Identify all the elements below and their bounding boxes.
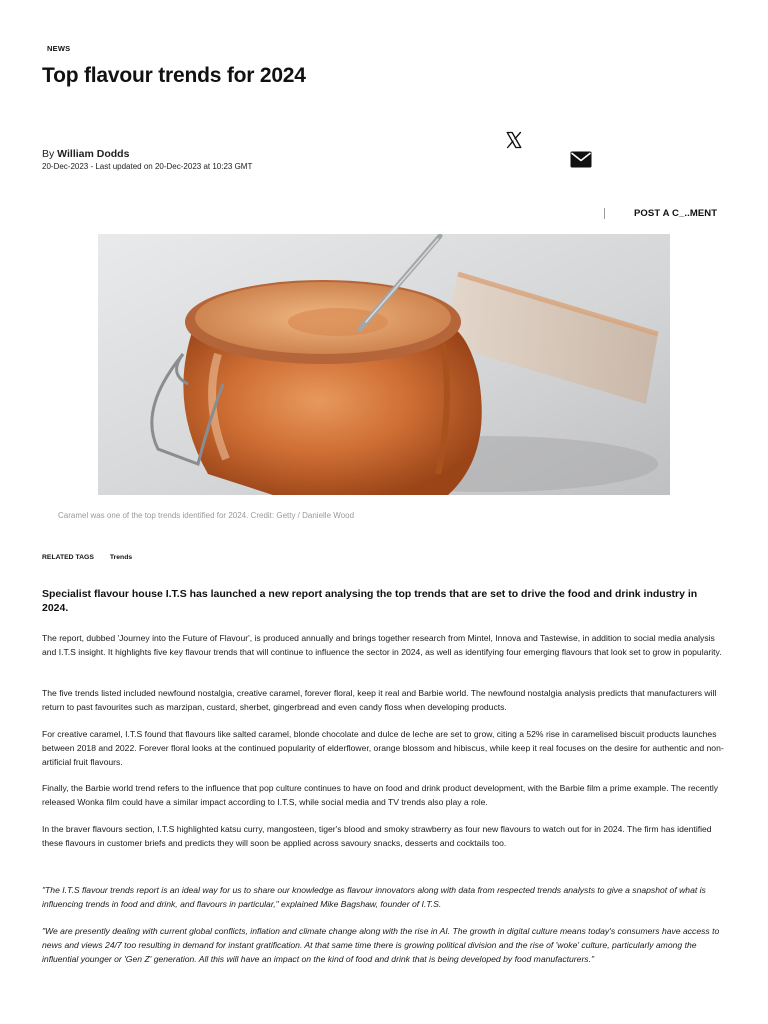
related-tags-label: RELATED TAGS xyxy=(42,554,94,561)
article-kicker[interactable]: NEWS xyxy=(47,44,71,53)
article-paragraph: Finally, the Barbie world trend refers to the influence that pop culture continues to have on food and drink product development, with the Barbie film a prime example. The recently released Wonka film could have a similar impact according to I.T.S, while social media and TV trends also play a role. xyxy=(42,783,719,807)
byline-prefix: By xyxy=(42,148,58,160)
article-paragraph: The five trends listed included newfound nostalgia, creative caramel, forever floral, keep it real and Barbie world. The newfound nostalgia analysis predicts that manufacturers will return to past favourites such as marzipan, custard, sherbet, gingerbread and even candy floss when developing products. xyxy=(42,688,717,712)
related-tags xyxy=(42,554,132,561)
article-lead: Specialist flavour house I.T.S has launched a new report analysing the top trends that are set to drive the food and drink industry in 2024. xyxy=(42,588,698,614)
image-caption: Caramel was one of the top trends identified for 2024. Credit: Getty / Danielle Wood xyxy=(58,511,355,520)
article-paragraph: The report, dubbed 'Journey into the Future of Flavour', is produced annually and brings together research from Mintel, Innova and Tastewise, in addition to social media analysis and I.T.S insight. It highlights five key flavour trends that will continue to influence the sector in 2024, as well as identifying four emerging flavours that look set to grow in popularity. xyxy=(42,633,722,657)
x-logo-icon[interactable] xyxy=(505,131,523,149)
page-title: Top flavour trends for 2024 xyxy=(42,64,306,87)
envelope-icon[interactable] xyxy=(570,151,592,168)
article-paragraph: In the braver flavours section, I.T.S highlighted katsu curry, mangosteen, tiger's blood and smoky strawberry as four new flavours to watch out for in 2024. The firm has identified these flavours in customer briefs and predicts they will soon be applied across savoury snacks, desserts and cocktails too. xyxy=(42,824,712,848)
post-comment-button[interactable]: POST A C_..MENT xyxy=(634,208,718,219)
hero-image xyxy=(98,234,670,495)
tag-link-trends[interactable]: Trends xyxy=(109,554,133,561)
article-paragraph: For creative caramel, I.T.S found that flavours like salted caramel, blonde chocolate and dulce de leche are set to grow, citing a 52% rise in caramelised biscuit products launches between 2018 and 2022. Forever floral looks at the continued popularity of elderflower, orange blossom and hibiscus, while keep it real focuses on the desire for authentic and non-artificial fruit flavours. xyxy=(42,729,724,767)
divider xyxy=(604,208,605,219)
author-link[interactable]: William Dodds xyxy=(57,148,130,160)
article-quote: "We are presently dealing with current global conflicts, inflation and climate change along with the rise in AI. The growth in digital culture means today's consumers have access to news and views 24/7 too resulting in demand for instant gratification. At that same time there is growing political division and the rise of 'woke' culture, particularly among the influential younger or 'Gen Z' generation. All this will have an impact on the kind of food and drink that is being developed by food manufacturers." xyxy=(42,926,720,964)
article-quote: "The I.T.S flavour trends report is an ideal way for us to share our knowledge as flavour innovators along with data from respected trends analysts to give a snapshot of what is influencing trends in food and drink, and flavours in particular," explained Mike Bagshaw, founder of I.T.S. xyxy=(42,885,706,909)
dateline: 20-Dec-2023 - Last updated on 20-Dec-2023 at 10:23 GMT xyxy=(42,162,253,171)
byline xyxy=(42,148,129,160)
